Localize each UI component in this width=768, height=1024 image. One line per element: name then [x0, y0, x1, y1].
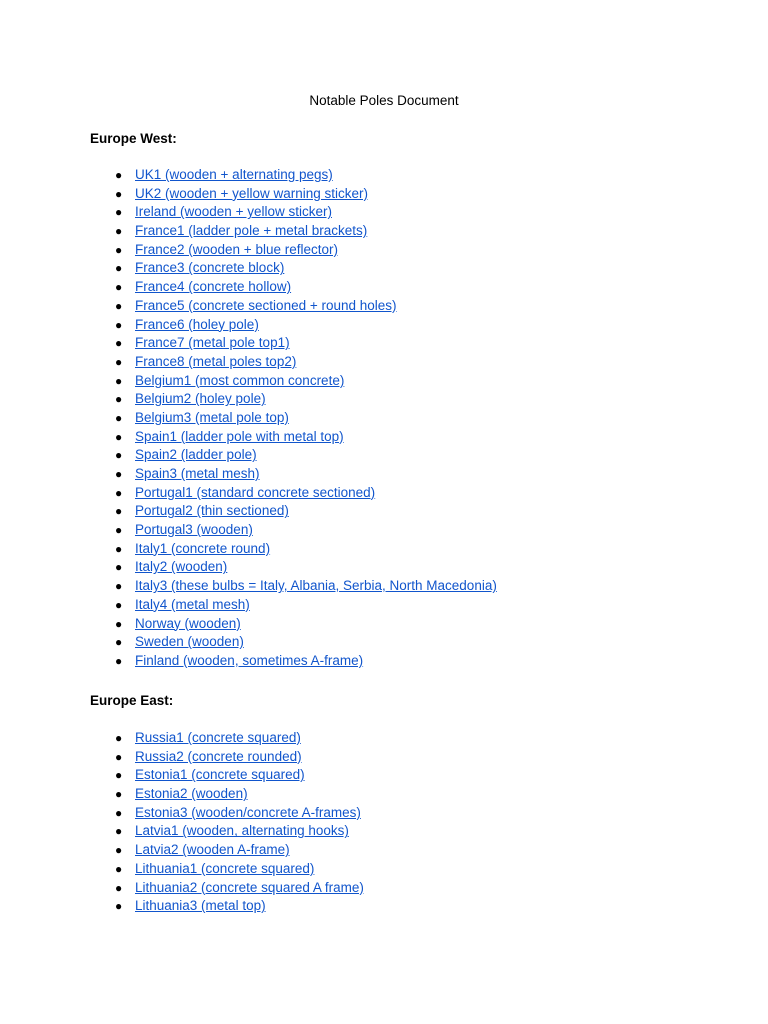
list-item [0, 372, 497, 391]
list-item [0, 409, 497, 428]
document-title: Notable Poles Document [309, 93, 459, 108]
bullet-icon: ● [115, 768, 123, 783]
pole-link[interactable]: Italy2 (wooden) [135, 559, 228, 575]
section-heading-europe-west: Europe West: [90, 131, 177, 146]
list-item [0, 822, 364, 841]
bullet-icon: ● [115, 653, 123, 668]
pole-link[interactable]: Ireland (wooden + yellow sticker) [135, 204, 332, 220]
pole-link[interactable]: Portugal3 (wooden) [135, 522, 253, 538]
list-item [0, 879, 364, 898]
list-item [0, 278, 497, 297]
pole-link[interactable]: France1 (ladder pole + metal brackets) [135, 223, 368, 239]
list-item [0, 841, 364, 860]
bullet-icon: ● [115, 242, 123, 257]
bullet-icon: ● [115, 861, 123, 876]
pole-link[interactable]: Italy3 (these bulbs = Italy, Albania, Serbia, North Macedonia) [135, 578, 497, 594]
bullet-icon: ● [115, 186, 123, 201]
list-item [0, 222, 497, 241]
list-item [0, 633, 497, 652]
pole-link[interactable]: Lithuania3 (metal top) [135, 898, 266, 914]
list-item [0, 203, 497, 222]
list-item [0, 860, 364, 879]
list-item [0, 558, 497, 577]
pole-link[interactable]: Italy1 (concrete round) [135, 540, 271, 556]
bullet-icon: ● [115, 597, 123, 612]
bullet-icon: ● [115, 205, 123, 220]
bullet-icon: ● [115, 504, 123, 519]
bullet-icon: ● [115, 843, 123, 858]
pole-link[interactable]: France5 (concrete sectioned + round holes) [135, 297, 397, 313]
bullet-icon: ● [115, 824, 123, 839]
bullet-icon: ● [115, 749, 123, 764]
bullet-icon: ● [115, 410, 123, 425]
list-item [0, 521, 497, 540]
pole-link[interactable]: France2 (wooden + blue reflector) [135, 241, 338, 257]
pole-link[interactable]: France6 (holey pole) [135, 316, 259, 332]
bullet-icon: ● [115, 523, 123, 538]
bullet-icon: ● [115, 541, 123, 556]
list-item [0, 615, 497, 634]
pole-link[interactable]: France8 (metal poles top2) [135, 353, 297, 369]
list-item [0, 766, 364, 785]
pole-link[interactable]: Russia2 (concrete rounded) [135, 748, 302, 764]
bullet-icon: ● [115, 560, 123, 575]
pole-link[interactable]: UK2 (wooden + yellow warning sticker) [135, 185, 368, 201]
pole-link[interactable]: France7 (metal pole top1) [135, 335, 290, 351]
list-item [0, 259, 497, 278]
list-item [0, 241, 497, 260]
list-item [0, 897, 364, 916]
list-item [0, 166, 497, 185]
pole-link[interactable]: Portugal1 (standard concrete sectioned) [135, 484, 376, 500]
pole-link[interactable]: Belgium3 (metal pole top) [135, 409, 289, 425]
pole-link[interactable]: Estonia2 (wooden) [135, 786, 248, 802]
bullet-icon: ● [115, 731, 123, 745]
bullet-icon: ● [115, 880, 123, 895]
europe-east-list [0, 729, 364, 916]
pole-link[interactable]: Russia1 (concrete squared) [135, 730, 301, 745]
list-item [0, 446, 497, 465]
list-item [0, 652, 497, 671]
pole-link[interactable]: Latvia2 (wooden A-frame) [135, 842, 290, 858]
list-item [0, 353, 497, 372]
pole-link[interactable]: Belgium1 (most common concrete) [135, 372, 345, 388]
bullet-icon: ● [115, 261, 123, 276]
bullet-icon: ● [115, 787, 123, 802]
list-item [0, 785, 364, 804]
pole-link[interactable]: Lithuania1 (concrete squared) [135, 860, 315, 876]
pole-link[interactable]: UK1 (wooden + alternating pegs) [135, 167, 333, 182]
pole-link[interactable]: Spain2 (ladder pole) [135, 447, 257, 463]
bullet-icon: ● [115, 485, 123, 500]
list-item [0, 596, 497, 615]
pole-link[interactable]: Lithuania2 (concrete squared A frame) [135, 879, 364, 895]
pole-link[interactable]: France4 (concrete hollow) [135, 279, 292, 295]
bullet-icon: ● [115, 805, 123, 820]
list-item [0, 577, 497, 596]
bullet-icon: ● [115, 579, 123, 594]
list-item [0, 185, 497, 204]
pole-link[interactable]: Estonia1 (concrete squared) [135, 767, 305, 783]
pole-link[interactable]: Sweden (wooden) [135, 634, 244, 650]
pole-link[interactable]: Portugal2 (thin sectioned) [135, 503, 289, 519]
bullet-icon: ● [115, 467, 123, 481]
bullet-icon: ● [115, 392, 123, 407]
bullet-icon: ● [115, 168, 123, 182]
bullet-icon: ● [115, 298, 123, 313]
pole-link[interactable]: Spain1 (ladder pole with metal top) [135, 428, 344, 444]
bullet-icon: ● [115, 448, 123, 463]
bullet-icon: ● [115, 336, 123, 351]
pole-link[interactable]: Finland (wooden, sometimes A-frame) [135, 652, 364, 668]
list-item [0, 748, 364, 767]
pole-link[interactable]: Belgium2 (holey pole) [135, 391, 266, 407]
list-item [0, 297, 497, 316]
pole-link[interactable]: Latvia1 (wooden, alternating hooks) [135, 823, 349, 839]
list-item [0, 804, 364, 823]
pole-link[interactable]: France3 (concrete block) [135, 260, 285, 276]
list-item [0, 428, 497, 447]
pole-link[interactable]: Spain3 (metal mesh) [135, 466, 260, 481]
bullet-icon: ● [115, 224, 123, 239]
list-item [0, 334, 497, 353]
section-heading-europe-east: Europe East: [90, 693, 174, 708]
list-item [0, 502, 497, 521]
bullet-icon: ● [115, 635, 123, 650]
bullet-icon: ● [115, 280, 123, 295]
bullet-icon: ● [115, 899, 123, 914]
bullet-icon: ● [115, 317, 123, 332]
bullet-icon: ● [115, 354, 123, 369]
pole-link[interactable]: Estonia3 (wooden/concrete A-frames) [135, 804, 361, 820]
list-item [0, 316, 497, 335]
bullet-icon: ● [115, 616, 123, 631]
europe-west-list [0, 166, 497, 671]
list-item [0, 465, 497, 484]
list-item [0, 540, 497, 559]
list-item [0, 390, 497, 409]
list-item [0, 729, 364, 748]
pole-link[interactable]: Italy4 (metal mesh) [135, 596, 250, 612]
bullet-icon: ● [115, 429, 123, 444]
pole-link[interactable]: Norway (wooden) [135, 615, 241, 631]
list-item [0, 484, 497, 503]
bullet-icon: ● [115, 373, 123, 388]
